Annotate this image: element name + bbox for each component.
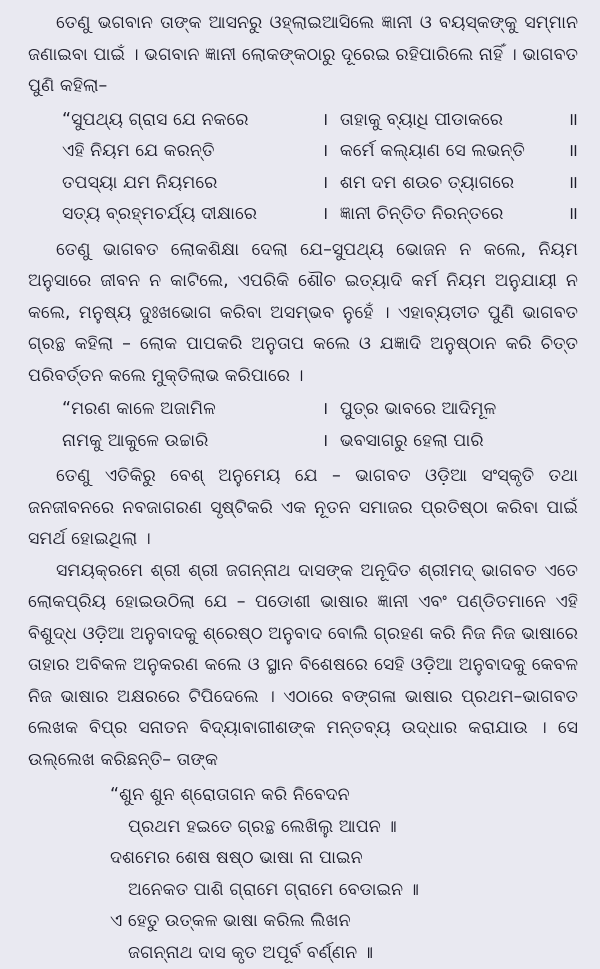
- poem-line: ଏ ହେତୁ ଉତ୍କଳ ଭାଷା କରିଲ ଲିଖନ: [110, 906, 578, 938]
- verse-line: [62, 105, 578, 137]
- verse-line: [62, 394, 578, 426]
- verse-right: କର୍ମେ କଲ୍ୟାଣ ସେ ଲଭନ୍ତି: [340, 136, 548, 168]
- verse-separator: ।: [310, 199, 340, 231]
- verse-separator: ।: [310, 136, 340, 168]
- verse-line: [62, 136, 578, 168]
- verse-line: [62, 426, 578, 458]
- paragraph-3: ତେଣୁ ଏତିକିରୁ ବେଶ୍ ଅନୁମେୟ ଯେ – ଭାଗବତ ଓଡ଼ିଆ ସଂସ୍କୃତି ତଥା ଜନଜୀବନରେ ନବଜାଗରଣ ସୃଷ୍ଟିକରି ଏକ ନୂତନ ସମାଜର ପ୍ରତିଷ୍ଠା କରିବା ପାଇଁ ସମର୍ଥ ହୋଇଥିଲା ।: [28, 461, 578, 556]
- poem-line: ପ୍ରଥମ ହଇତେ ଗ୍ରନ୍ଥ ଲେଖିଲୁ ଆପନ ॥: [110, 812, 578, 844]
- verse-separator: ।: [310, 105, 340, 137]
- verse-end-mark: ॥: [548, 199, 578, 231]
- poem-line: ଅନେକତ ପାଶି ଗ୍ରାମେ ଗ୍ରାମେ ବେଡାଇନ ॥: [110, 875, 578, 907]
- poem-block: [28, 780, 578, 969]
- verse-right: ଭବସାଗରୁ ହେଲା ପାରି: [340, 426, 548, 458]
- verse-left: “ସୁପଥ୍ୟ ଗ୍ରାସ ଯେ ନକରେ: [62, 105, 310, 137]
- paragraph-4: ସମୟକ୍ରମେ ଶ୍ରୀ ଶ୍ରୀ ଜଗନ୍ନାଥ ଦାସଙ୍କ ଅନୂଦିତ ଶ୍ରୀମଦ୍ ଭାଗବତ ଏତେ ଲୋକପ୍ରିୟ ହୋଇଉଠିଲା ଯେ – ପଡୋଶୀ ଭାଷାର ଜ୍ଞାନୀ ଏବଂ ପଣ୍ଡିତମାନେ ଏହି ବିଶୁଦ୍ଧ ଓଡ଼ିଆ ଅନୁବାଦକୁ ଶ୍ରେଷ୍ଠ ଅନୁବାଦ ବୋଲି ଗ୍ରହଣ କରି ନିଜ ନିଜ ଭାଷାରେ ତାହାର ଅବିକଳ ଅନୁକରଣ କଲେ ଓ ସ୍ଥାନ ବିଶେଷରେ ସେହି ଓଡ଼ିଆ ଅନୁବାଦକୁ କେବଳ ନିଜ ଭାଷାର ଅକ୍ଷରରେ ଟିପିଦେଲେ । ଏଠାରେ ବଙ୍ଗଳା ଭାଷାର ପ୍ରଥମ–ଭାଗବତ ଲେଖକ ବିପ୍ର ସନାତନ ବିଦ୍ୟାବାଗୀଶଙ୍କ ମନ୍ତବ୍ୟ ଉଦ୍ଧାର କରାଯାଉ । ସେ ଉଲ୍ଲେଖ କରିଛନ୍ତି– ତାଙ୍କ: [28, 556, 578, 777]
- verse-end-mark: ॥: [548, 168, 578, 200]
- verse-right: ପୁତ୍ର ଭାବରେ ଆଦିମୂଳ: [340, 394, 548, 426]
- verse-left: ତପସ୍ୟା ଯମ ନିୟମରେ: [62, 168, 310, 200]
- verse-separator: ।: [310, 168, 340, 200]
- verse-right: ଶମ ଦମ ଶଉଚ ତ୍ୟାଗରେ: [340, 168, 548, 200]
- verse-right: ଜ୍ଞାନୀ ଚିନ୍ତିତ ନିରନ୍ତରେ: [340, 199, 548, 231]
- verse-separator: ।: [310, 426, 340, 458]
- verse-end-mark: ॥: [548, 136, 578, 168]
- poem-line: ଜଗନ୍ନାଥ ଦାସ କୃତ ଅପୂର୍ବ ବର୍ଣ୍ଣନ ॥: [110, 938, 578, 969]
- verse-left: ଏହି ନିୟମ ଯେ କରନ୍ତି: [62, 136, 310, 168]
- poem-line: “ଶୁନ ଶୁନ ଶ୍ରୋତାଗନ କରି ନିବେଦନ: [110, 780, 578, 812]
- verse-separator: ।: [310, 394, 340, 426]
- paragraph-1: ତେଣୁ ଭଗବାନ ତାଙ୍କ ଆସନରୁ ଓହ୍ଲାଇଆସିଲେ ଜ୍ଞାନୀ ଓ ବୟସ୍କଙ୍କୁ ସମ୍ମାନ ଜଣାଇବା ପାଇଁ । ଭଗବାନ ଜ୍ଞାନୀ ଲୋକଙ୍କଠାରୁ ଦୂରେଇ ରହିପାରିଲେ ନାହିଁ । ଭାଗବତ ପୁଣି କହିଲା–: [28, 8, 578, 103]
- verse-right: ତାହାକୁ ବ୍ୟାଧି ପୀଡାକରେ: [340, 105, 548, 137]
- verse-left: ନାମକୁ ଆକୁଳେ ଉଚ୍ଚାରି: [62, 426, 310, 458]
- verse-block-2: [28, 394, 578, 457]
- paragraph-2: ତେଣୁ ଭାଗବତ ଲୋକଶିକ୍ଷା ଦେଲା ଯେ–ସୁପଥ୍ୟ ଭୋଜନ ନ କଲେ, ନିୟମ ଅନୁସାରେ ଜୀବନ ନ କାଟିଲେ, ଏପରିକି ଶୌଚ ଇତ୍ୟାଦି କର୍ମ ନିୟମ ଅନୁଯାୟୀ ନ କଲେ, ମନୁଷ୍ୟ ଦୁଃଖଭୋଗ କରିବା ଅସମ୍ଭବ ନୁହେଁ । ଏହାବ୍ୟତୀତ ପୁଣି ଭାଗବତ ଗ୍ରନ୍ଥ କହିଲା – ଲୋକ ପାପକରି ଅନୁତାପ କଲେ ଓ ଯଜ୍ଞାଦି ଅନୁଷ୍ଠାନ କରି ଚିତ୍ତ ପରିବର୍ତ୍ତନ କଲେ ମୁକ୍ତିଲାଭ କରିପାରେ ।: [28, 235, 578, 393]
- verse-line: [62, 199, 578, 231]
- verse-left: “ମରଣ କାଳେ ଅଜାମିଳ: [62, 394, 310, 426]
- verse-block-1: [28, 105, 578, 231]
- verse-end-mark: ॥: [548, 105, 578, 137]
- verse-left: ସତ୍ୟ ବ୍ରହ୍ମଚର୍ଯ୍ୟ ଦୀକ୍ଷାରେ: [62, 199, 310, 231]
- verse-line: [62, 168, 578, 200]
- poem-line: ଦଶମେର ଶେଷ ଷଷ୍ଠ ଭାଷା ନା ପାଇନ: [110, 843, 578, 875]
